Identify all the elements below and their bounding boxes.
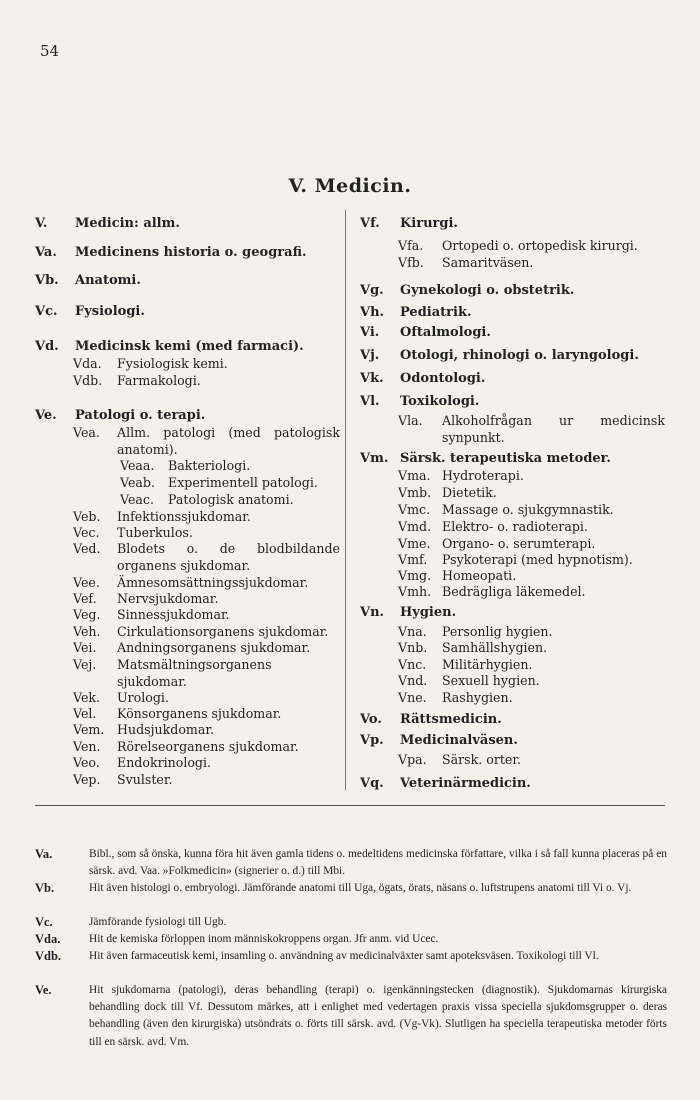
class-label: Hygien. [400, 605, 457, 620]
class-code: Veb. [73, 509, 101, 524]
footnote-code: Vda. [35, 932, 61, 946]
class-label: Odontologi. [400, 371, 486, 386]
class-label: Svulster. [117, 772, 173, 787]
class-code: Vme. [398, 536, 431, 551]
class-code: Vnc. [398, 657, 427, 672]
class-label: Gynekologi o. obstetrik. [400, 283, 575, 298]
class-code: Vna. [398, 624, 427, 639]
class-code: Vmh. [398, 584, 432, 599]
footnote-code: Vc. [35, 915, 53, 929]
class-label: Rörelseorganens sjukdomar. [117, 739, 299, 754]
class-label: Oftalmologi. [400, 325, 491, 340]
class-code: Vm. [360, 451, 389, 466]
class-code: Vei. [73, 640, 97, 655]
class-code: Ve. [35, 408, 57, 423]
class-code: Vma. [398, 468, 431, 483]
class-code: Vee. [73, 575, 100, 590]
class-label: Organo- o. serumterapi. [442, 536, 596, 551]
class-code: Ved. [73, 541, 101, 556]
class-label: Veterinärmedicin. [400, 776, 531, 791]
footnote [35, 982, 667, 1051]
footnote-code: Ve. [35, 983, 52, 997]
class-label: Samaritväsen. [442, 255, 534, 270]
class-code: Vfb. [398, 255, 424, 270]
class-label: Kirurgi. [400, 216, 458, 231]
class-label: Anatomi. [75, 273, 141, 288]
class-code: Vda. [73, 356, 102, 371]
class-code: Vne. [398, 690, 427, 705]
class-label: Farmakologi. [117, 373, 201, 388]
class-label: Bakteriologi. [168, 458, 251, 473]
class-code: Vf. [360, 216, 380, 231]
class-label: Medicinens historia o. geografi. [75, 245, 307, 260]
class-code: Vep. [73, 772, 101, 787]
class-code: Veo. [73, 755, 100, 770]
class-code: Veg. [73, 607, 101, 622]
class-code: Vmf. [398, 552, 428, 567]
class-label: Ortopedi o. ortopedisk kirurgi. [442, 238, 638, 253]
class-code: Veab. [120, 475, 155, 490]
class-code: Vec. [73, 525, 100, 540]
class-label: Bedrägliga läkemedel. [442, 584, 586, 599]
class-label: Rashygien. [442, 690, 513, 705]
class-code: Vdb. [73, 373, 103, 388]
class-label: Hydroterapi. [442, 468, 524, 483]
footnote [35, 931, 667, 948]
class-label: Fysiologi. [75, 304, 145, 319]
class-code: Vem. [73, 722, 105, 737]
class-code: Vmb. [398, 485, 432, 500]
class-label: Pediatrik. [400, 305, 472, 320]
class-code: Vfa. [398, 238, 424, 253]
class-label: Sinnessjukdomar. [117, 607, 230, 622]
column-divider [345, 210, 346, 790]
class-code: Vmd. [398, 519, 432, 534]
class-label: Samhällshygien. [442, 640, 548, 655]
class-label: Andningsorganens sjukdomar. [117, 640, 311, 655]
class-label: Psykoterapi (med hypnotism). [442, 552, 633, 567]
footnote [35, 880, 667, 897]
class-label: Homeopati. [442, 568, 517, 583]
class-code: Ven. [73, 739, 101, 754]
class-label: Fysiologisk kemi. [117, 356, 228, 371]
class-code: Vmc. [398, 502, 431, 517]
class-label: Ämnesomsättningssjukdomar. [117, 575, 309, 590]
class-code: Vn. [360, 605, 385, 620]
footnote-divider [35, 805, 665, 806]
class-label: Rättsmedicin. [400, 712, 502, 727]
class-label: Personlig hygien. [442, 624, 553, 639]
class-label: Alkoholfrågan ur medicinsk synpunkt. [442, 413, 665, 445]
class-code: Vla. [398, 413, 423, 428]
class-code: V. [35, 216, 48, 231]
class-code: Vnd. [398, 673, 428, 688]
page-number: 54 [40, 42, 60, 60]
class-label: Matsmältningsorganens sjukdomar. [117, 657, 272, 689]
class-label: Infektionssjukdomar. [117, 509, 251, 524]
class-code: Vb. [35, 273, 59, 288]
footnote-text: Hit de kemiska förloppen inom människokroppens organ. Jfr anm. vid Ucec. [89, 933, 439, 945]
footnote-text: Bibl., som så önska, kunna föra hit även gamla tidens o. medeltidens medicinska författare, vilka i så fall kunna placeras på en särsk. avd. Vaa. »Folkmedicin» (signerier o. d.) till Mbi. [89, 848, 667, 878]
class-code: Vg. [360, 283, 384, 298]
class-code: Vnb. [398, 640, 428, 655]
class-code: Vpa. [398, 752, 427, 767]
class-code: Vq. [360, 776, 384, 791]
class-code: Vo. [360, 712, 382, 727]
class-code: Vh. [360, 305, 385, 320]
class-code: Vc. [35, 304, 58, 319]
footnote-text: Jämförande fysiologi till Ugb. [89, 916, 227, 928]
class-label: Dietetik. [442, 485, 497, 500]
class-code: Vmg. [398, 568, 432, 583]
class-code: Vj. [360, 348, 380, 363]
class-code: Vef. [73, 591, 97, 606]
class-label: Militärhygien. [442, 657, 533, 672]
class-code: Va. [35, 245, 57, 260]
class-code: Vk. [360, 371, 384, 386]
class-code: Vl. [360, 394, 380, 409]
class-code: Vd. [35, 339, 59, 354]
class-label: Otologi, rhinologi o. laryngologi. [400, 348, 639, 363]
class-label: Patologisk anatomi. [168, 492, 294, 507]
class-label: Blodets o. de blodbildande organens sjukdomar. [117, 541, 340, 573]
footnote [35, 914, 667, 931]
class-code: Veaa. [120, 458, 155, 473]
class-label: Könsorganens sjukdomar. [117, 706, 282, 721]
class-label: Medicinsk kemi (med farmaci). [75, 339, 304, 354]
class-label: Nervsjukdomar. [117, 591, 219, 606]
class-code: Veh. [73, 624, 101, 639]
class-code: Vi. [360, 325, 380, 340]
footnote-code: Vdb. [35, 949, 62, 963]
section-title: V. Medicin. [288, 175, 412, 197]
class-label: Urologi. [117, 690, 169, 705]
footnote-text: Hit även farmaceutisk kemi, insamling o. användning av medicinalväxter samt apoteksväsen. Toxikologi till Vl. [89, 950, 599, 962]
class-label: Toxikologi. [400, 394, 480, 409]
class-code: Vea. [73, 425, 100, 440]
class-code: Vp. [360, 733, 384, 748]
class-label: Cirkulationsorganens sjukdomar. [117, 624, 329, 639]
class-label: Massage o. sjukgymnastik. [442, 502, 614, 517]
class-label: Tuberkulos. [117, 525, 193, 540]
class-label: Patologi o. terapi. [75, 408, 206, 423]
class-label: Sexuell hygien. [442, 673, 540, 688]
footnote-text: Hit sjukdomarna (patologi), deras behandling (terapi) o. igenkänningstecken (diagnostik). Sjukdomarnas kirurgiska behandling dock till Vf. Dessutom märkes, att i enlighet med vedertagen praxis vissa speciella sjukdomsgrupper o. deras behandling (även den kirurgiska) utsöndrats o. förts till särsk. avd. (Vg-Vk). Slutligen ha speciella terapeutiska metoder förts till en särsk. avd. Vm. [89, 984, 667, 1048]
class-label: Medicinalväsen. [400, 733, 518, 748]
class-code: Veac. [120, 492, 154, 507]
class-label: Hudsjukdomar. [117, 722, 214, 737]
class-label: Särsk. terapeutiska metoder. [400, 451, 611, 466]
class-label: Särsk. orter. [442, 752, 522, 767]
class-code: Vel. [73, 706, 97, 721]
footnote [35, 948, 667, 965]
footnote-code: Vb. [35, 881, 55, 895]
class-label: Allm. patologi (med patologisk anatomi). [117, 425, 340, 457]
footnote-text: Hit även histologi o. embryologi. Jämförande anatomi till Uga, ögats, örats, näsans o. luftstrupens anatomi till Vi o. Vj. [89, 882, 632, 894]
footnote-code: Va. [35, 847, 53, 861]
class-label: Endokrinologi. [117, 755, 212, 770]
class-label: Elektro- o. radioterapi. [442, 519, 588, 534]
footnote [35, 846, 667, 880]
class-code: Vej. [73, 657, 97, 672]
class-code: Vek. [73, 690, 101, 705]
class-label: Medicin: allm. [75, 216, 180, 231]
class-label: Experimentell patologi. [168, 475, 318, 490]
